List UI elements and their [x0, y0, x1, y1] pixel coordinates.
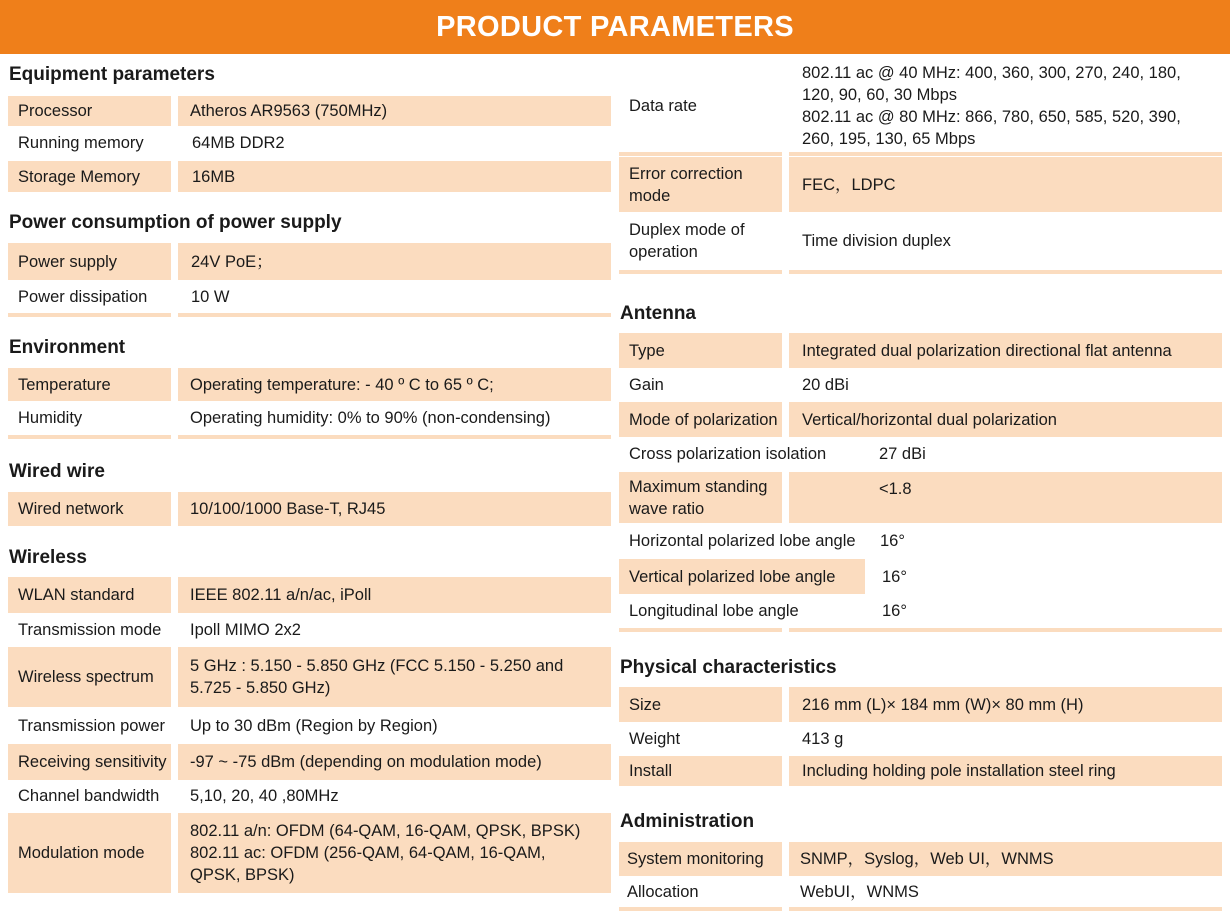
- row-cross-polarization: [619, 439, 1215, 469]
- vswr-label-line: wave ratio: [629, 499, 705, 518]
- size-label: Size: [619, 687, 782, 722]
- row-duplex-mode: [619, 215, 1222, 267]
- error-correction-label-line: mode: [629, 186, 671, 205]
- wlan-standard-label: WLAN standard: [8, 577, 171, 613]
- running-memory-value: 64MB DDR2: [192, 134, 285, 152]
- install-value: Including holding pole installation steel ring: [789, 756, 1222, 786]
- v-lobe-value: 16°: [882, 567, 907, 586]
- running-memory-label: Running memory: [18, 134, 144, 152]
- row-install: [619, 756, 1222, 786]
- modulation-mode-label: Modulation mode: [8, 813, 171, 893]
- row-error-correction: [619, 157, 1222, 212]
- install-label: Install: [619, 756, 782, 786]
- row-wireless-spectrum: [8, 647, 611, 707]
- system-monitoring-value: SNMP，Syslog，Web UI，WNMS: [789, 842, 1222, 876]
- divider: [8, 435, 611, 439]
- channel-bandwidth-label: Channel bandwidth: [18, 787, 160, 805]
- antenna-type-label: Type: [619, 333, 782, 368]
- transmission-power-label: Transmission power: [18, 717, 166, 735]
- duplex-mode-value: Time division duplex: [802, 232, 951, 250]
- data-rate-line: 120, 90, 60, 30 Mbps: [802, 86, 958, 104]
- divider: [8, 313, 611, 317]
- section-title-environment: Environment: [9, 337, 126, 358]
- row-power-dissipation: [8, 282, 611, 312]
- transmission-mode-value: Ipoll MIMO 2x2: [190, 621, 301, 639]
- modulation-mode-value: [178, 813, 611, 893]
- row-size: [619, 687, 1222, 722]
- modulation-mode-line: QPSK, BPSK): [190, 866, 295, 884]
- section-title-equipment: Equipment parameters: [9, 64, 215, 85]
- receiving-sensitivity-value: -97 ~ -75 dBm (depending on modulation mode): [178, 744, 611, 780]
- row-h-lobe: [619, 526, 1215, 556]
- h-lobe-label: Horizontal polarized lobe angle: [629, 532, 856, 550]
- power-supply-label: Power supply: [8, 243, 171, 280]
- row-polarization: [619, 402, 1222, 437]
- divider: [619, 628, 1222, 632]
- wired-network-value: 10/100/1000 Base-T, RJ45: [178, 492, 611, 526]
- modulation-mode-line: 802.11 a/n: OFDM (64-QAM, 16-QAM, QPSK, BPSK): [190, 822, 581, 840]
- cross-polarization-label: Cross polarization isolation: [629, 445, 827, 463]
- section-title-administration: Administration: [620, 811, 755, 832]
- vswr-label: [619, 472, 782, 523]
- processor-value: Atheros AR9563 (750MHz): [178, 96, 611, 126]
- duplex-mode-label-line: operation: [629, 243, 698, 261]
- power-dissipation-label: Power dissipation: [18, 288, 148, 306]
- section-title-wired: Wired wire: [9, 461, 105, 482]
- row-transmission-mode: [8, 615, 611, 645]
- data-rate-line: 802.11 ac @ 40 MHz: 400, 360, 300, 270, 240, 180,: [802, 64, 1181, 82]
- power-dissipation-value: 10 W: [191, 288, 230, 306]
- row-humidity: [8, 403, 611, 433]
- polarization-value: Vertical/horizontal dual polarization: [789, 402, 1222, 437]
- transmission-mode-label: Transmission mode: [18, 621, 162, 639]
- cross-polarization-value: 27 dBi: [879, 445, 926, 463]
- modulation-mode-line: 802.11 ac: OFDM (256-QAM, 64-QAM, 16-QAM,: [190, 844, 546, 862]
- weight-label: Weight: [629, 730, 681, 748]
- row-weight: [619, 724, 1222, 754]
- system-monitoring-label: System monitoring: [619, 842, 782, 876]
- l-lobe-value: 16°: [882, 602, 907, 620]
- antenna-type-value: Integrated dual polarization directional flat antenna: [789, 333, 1222, 368]
- error-correction-label-line: Error correction: [629, 164, 743, 183]
- error-correction-label: [619, 157, 782, 212]
- row-allocation: [619, 877, 1222, 907]
- row-storage-memory: [8, 161, 611, 192]
- data-rate-label: Data rate: [629, 97, 697, 115]
- polarization-label: Mode of polarization: [619, 402, 782, 437]
- wired-network-label: Wired network: [8, 492, 171, 526]
- duplex-mode-label-line: Duplex mode of: [629, 221, 745, 239]
- allocation-value: WebUI，WNMS: [800, 883, 919, 901]
- gain-value: 20 dBi: [802, 376, 849, 394]
- data-rate-line: 802.11 ac @ 80 MHz: 866, 780, 650, 585, 520, 390,: [802, 108, 1181, 126]
- v-lobe-label: Vertical polarized lobe angle: [619, 559, 865, 594]
- data-rate-line: 260, 195, 130, 65 Mbps: [802, 130, 976, 148]
- row-system-monitoring: [619, 842, 1222, 876]
- row-wlan-standard: [8, 577, 611, 613]
- row-v-lobe: [619, 559, 1222, 594]
- wlan-standard-value: IEEE 802.11 a/n/ac, iPoll: [178, 577, 611, 613]
- row-processor: [8, 96, 611, 126]
- row-gain: [619, 370, 1222, 400]
- section-title-antenna: Antenna: [620, 303, 696, 324]
- l-lobe-label: Longitudinal lobe angle: [629, 602, 799, 620]
- row-channel-bandwidth: [8, 781, 611, 811]
- row-temperature: [8, 368, 611, 401]
- gain-label: Gain: [629, 376, 664, 394]
- row-vswr: [619, 472, 1222, 523]
- vswr-label-line: Maximum standing: [629, 477, 768, 496]
- duplex-mode-label: [619, 215, 782, 267]
- row-receiving-sensitivity: [8, 744, 611, 780]
- h-lobe-value: 16°: [880, 532, 905, 550]
- row-running-memory: [8, 128, 611, 158]
- wireless-spectrum-label: Wireless spectrum: [8, 647, 171, 707]
- processor-label: Processor: [8, 96, 171, 126]
- channel-bandwidth-value: 5,10, 20, 40 ,80MHz: [190, 787, 339, 805]
- humidity-value: Operating humidity: 0% to 90% (non-condensing): [190, 409, 551, 427]
- row-data-rate: [619, 60, 1222, 152]
- section-title-physical: Physical characteristics: [620, 657, 837, 678]
- vswr-value: <1.8: [789, 472, 1222, 523]
- section-title-wireless: Wireless: [9, 547, 87, 568]
- weight-value: 413 g: [802, 730, 844, 748]
- divider: [619, 152, 1222, 156]
- row-power-supply: [8, 243, 611, 280]
- row-modulation-mode: [8, 813, 611, 893]
- row-antenna-type: [619, 333, 1222, 368]
- receiving-sensitivity-label: Receiving sensitivity: [8, 744, 171, 780]
- row-l-lobe: [619, 596, 1215, 626]
- divider: [619, 270, 1222, 274]
- data-rate-value: [789, 60, 1222, 152]
- storage-memory-label: Storage Memory: [8, 161, 171, 192]
- allocation-label: Allocation: [627, 883, 699, 901]
- humidity-label: Humidity: [18, 409, 83, 427]
- power-supply-value: 24V PoE；: [178, 243, 611, 280]
- transmission-power-value: Up to 30 dBm (Region by Region): [190, 717, 438, 735]
- row-transmission-power: [8, 710, 611, 742]
- wireless-spectrum-line: 5 GHz : 5.150 - 5.850 GHz (FCC 5.150 - 5.250 and: [190, 657, 564, 675]
- divider: [619, 907, 1222, 911]
- temperature-value: Operating temperature: - 40 º C to 65 º C;: [178, 368, 611, 401]
- temperature-label: Temperature: [8, 368, 171, 401]
- section-title-power: Power consumption of power supply: [9, 212, 342, 233]
- storage-memory-value: 16MB: [178, 161, 611, 192]
- row-wired-network: [8, 492, 611, 526]
- page-title: PRODUCT PARAMETERS: [0, 0, 1230, 54]
- wireless-spectrum-line: 5.725 - 5.850 GHz): [190, 679, 331, 697]
- size-value: 216 mm (L)× 184 mm (W)× 80 mm (H): [789, 687, 1222, 722]
- error-correction-value: FEC，LDPC: [789, 157, 1222, 212]
- wireless-spectrum-value: [178, 647, 611, 707]
